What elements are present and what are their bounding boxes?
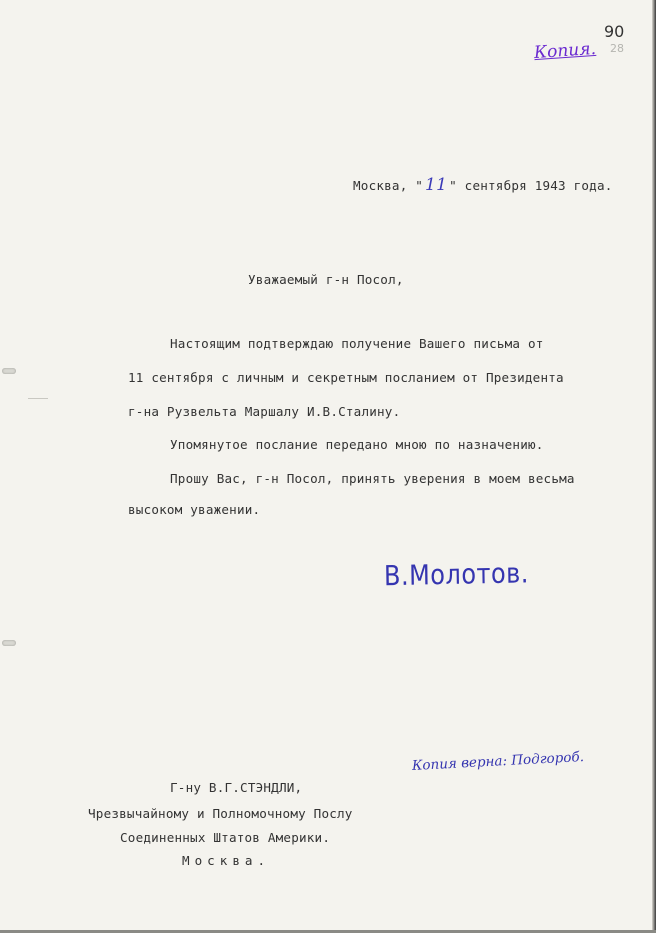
folio-number: 90 [604,22,625,41]
body-line: Настоящим подтверждаю получение Вашего письма от [170,336,544,351]
salutation: Уважаемый г-н Посол, [248,272,404,287]
date-suffix: " сентября 1943 года. [449,178,613,193]
date-day-handwritten: 11 [425,175,448,195]
date-line [353,175,613,195]
body-line: Прошу Вас, г-н Посол, принять уверения в моем весьма [170,471,575,486]
scan-edge-right [652,0,656,933]
body-line: г-на Рузвельта Маршалу И.В.Сталину. [128,404,401,419]
punch-hole-mark [2,640,16,646]
copy-certification: Копия верна: Подгороб. [411,749,585,774]
body-line: 11 сентября с личным и секретным посланием от Президента [128,370,564,385]
address-line: Соединенных Штатов Америки. [120,830,331,845]
body-line: высоком уважении. [128,502,261,517]
punch-hole-mark [2,368,16,374]
fold-mark [28,398,48,399]
folio-old-number: 28 [610,42,624,55]
copy-stamp: Копия. [533,38,597,64]
address-line: Г-ну В.Г.СТЭНДЛИ, [170,780,303,795]
address-line: Москва. [182,853,271,868]
signature: В.Молотов. [383,556,530,593]
date-place: Москва, " [353,178,424,193]
address-line: Чрезвычайному и Полномочному Послу [88,806,353,821]
body-line: Упомянутое послание передано мною по назначению. [170,437,544,452]
